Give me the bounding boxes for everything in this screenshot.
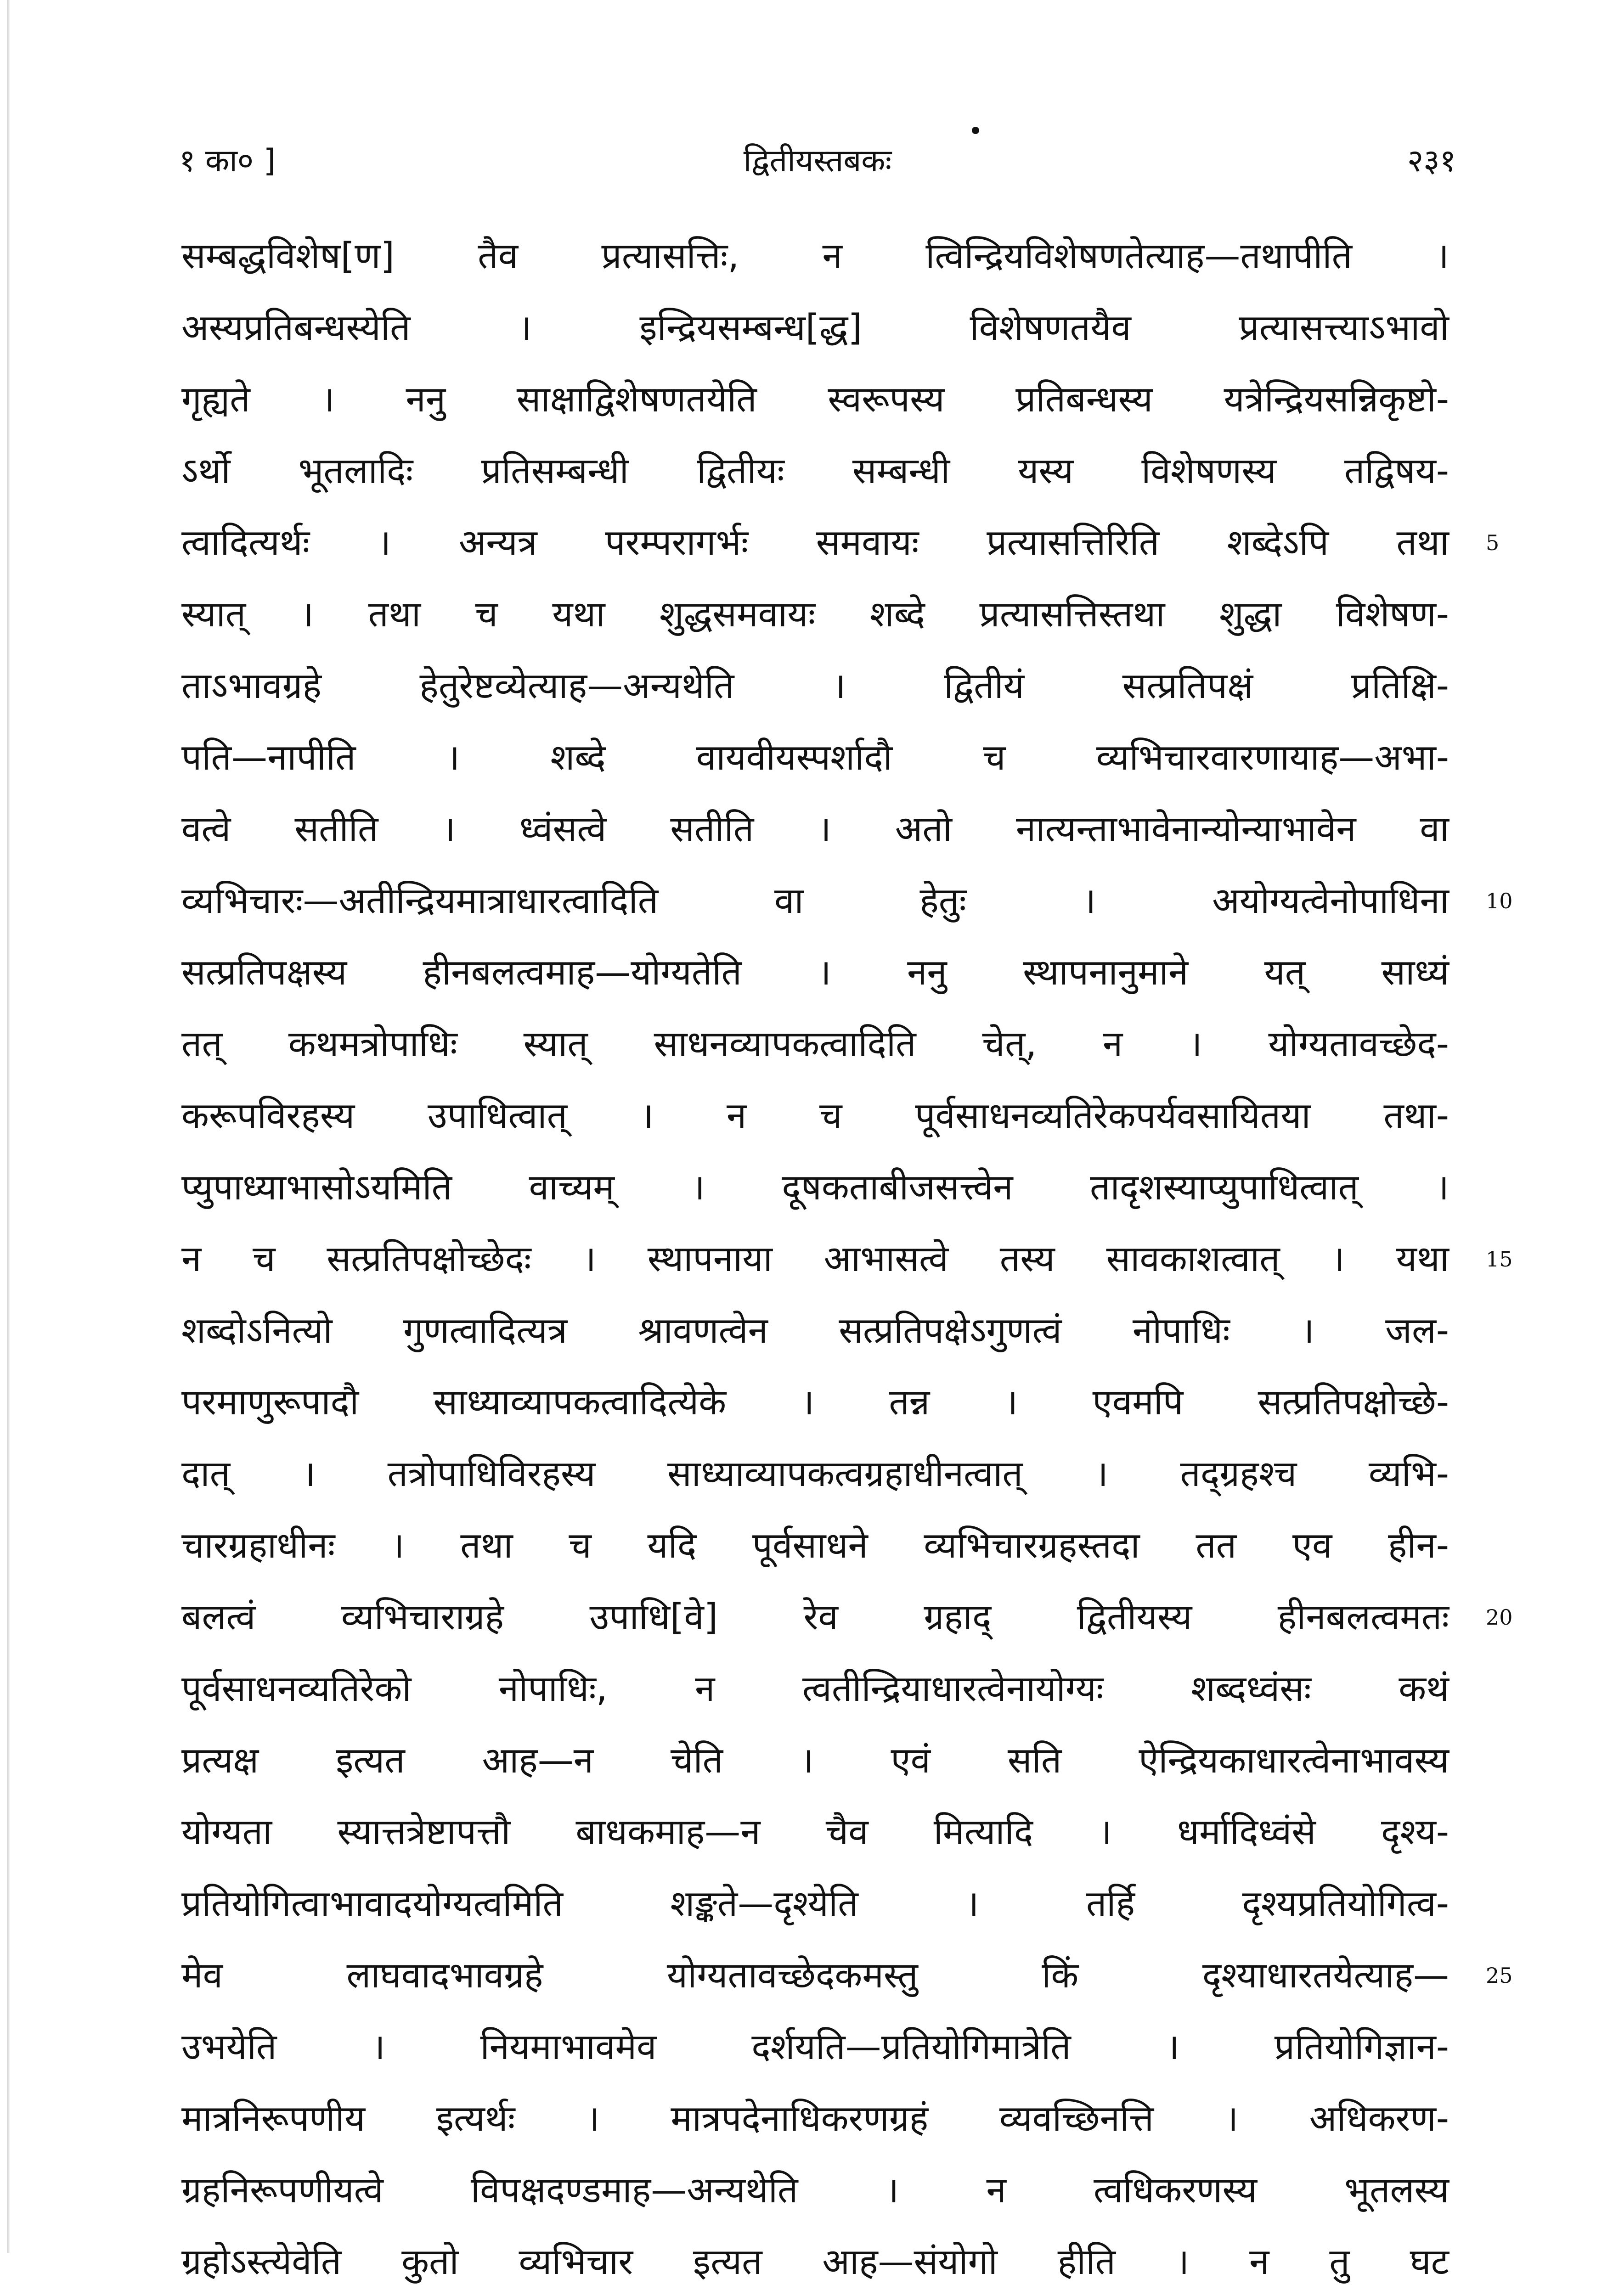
line-number: 10	[1486, 889, 1513, 913]
text-line: दात् । तत्रोपाधिविरहस्य साध्याव्यापकत्वग्रहाधीनत्वात् । तद्ग्रहश्च व्यभि-	[181, 1453, 1449, 1495]
text-line: गृह्यते । ननु साक्षाद्विशेषणतयेति स्वरूपस्य प्रतिबन्धस्य यत्रेन्द्रियसन्निकृष्टो-	[181, 379, 1449, 420]
text-line: परमाणुरूपादौ साध्याव्यापकत्वादित्येके । तन्न । एवमपि सत्प्रतिपक्षोच्छे-	[181, 1382, 1449, 1423]
text-line: चारग्रहाधीनः । तथा च यदि पूर्वसाधने व्यभिचारग्रहस्तदा तत एव हीन-	[181, 1525, 1449, 1566]
text-line: प्रत्यक्ष इत्यत आह—न चेति । एवं सति ऐन्द्रियकाधारत्वेनाभावस्य	[181, 1740, 1449, 1781]
text-line: वत्वे सतीति । ध्वंसत्वे सतीति । अतो नात्यन्ताभावेनान्योन्याभावेन वा	[181, 809, 1449, 850]
text-line: करूपविरहस्य उपाधित्वात् । न च पूर्वसाधनव्यतिरेकपर्यवसायितया तथा-	[181, 1095, 1449, 1137]
line-number: 5	[1486, 530, 1500, 555]
text-line: न च सत्प्रतिपक्षोच्छेदः । स्थापनाया आभासत्वे तस्य सावकाशत्वात् । यथा 15	[181, 1223, 1449, 1295]
text-line: योग्यता स्यात्तत्रेष्टापत्तौ बाधकमाह—न चैव मित्यादि । धर्मादिध्वंसे दृश्य-	[181, 1812, 1449, 1853]
text-line: सत्प्रतिपक्षस्य हीनबलत्वमाह—योग्यतेति । ननु स्थापनानुमाने यत् साध्यं	[181, 952, 1449, 993]
text-line: स्यात् । तथा च यथा शुद्धसमवायः शब्दे प्रत्यासत्तिस्तथा शुद्धा विशेषण-	[181, 594, 1449, 635]
text-line: बलत्वं व्यभिचाराग्रहे उपाधि[वे] रेव ग्रहाद् द्वितीयस्य हीनबलत्वमतः 20	[181, 1581, 1449, 1653]
text-line: उभयेति । नियमाभावमेव दर्शयति—प्रतियोगिमात्रेति । प्रतियोगिज्ञान-	[181, 2026, 1449, 2068]
text-line: ग्रहोऽस्त्येवेति कुतो व्यभिचार इत्यत आह—संयोगो हीति । न तु घट	[181, 2241, 1449, 2283]
line-number: 15	[1486, 1247, 1513, 1272]
running-header	[179, 138, 1456, 202]
text-line: ऽर्थो भूतलादिः प्रतिसम्बन्धी द्वितीयः सम्बन्धी यस्य विशेषणस्य तद्विषय-	[181, 450, 1449, 492]
text-line: मात्रनिरूपणीय इत्यर्थः । मात्रपदेनाधिकरणग्रहं व्यवच्छिनत्ति । अधिकरण-	[181, 2098, 1449, 2139]
text-line: प्रतियोगित्वाभावादयोग्यत्वमिति शङ्कते—दृश्येति । तर्हि दृश्यप्रतियोगित्व-	[181, 1883, 1449, 1925]
text-line: त्वादित्यर्थः । अन्यत्र परम्परागर्भः समवायः प्रत्यासत्तिरिति शब्देऽपि तथा 5	[181, 507, 1449, 579]
text-line: सम्बद्धविशेष[ण] तैव प्रत्यासत्तिः, न त्विन्द्रियविशेषणतेत्याह—तथापीति ।	[181, 236, 1449, 277]
page-edge	[7, 0, 10, 2253]
line-number: 20	[1486, 1605, 1513, 1630]
text-line: ताऽभावग्रहे हेतुरेष्टव्येत्याह—अन्यथेति । द्वितीयं सत्प्रतिपक्षं प्रतिक्षि-	[181, 665, 1449, 707]
chapter-marker: १ का० ]	[179, 143, 276, 179]
print-dot	[972, 127, 979, 134]
text-line: शब्दोऽनित्यो गुणत्वादित्यत्र श्रावणत्वेन सत्प्रतिपक्षेऽगुणत्वं नोपाधिः । जल-	[181, 1310, 1449, 1351]
text-line: प्युपाध्याभासोऽयमिति वाच्यम् । दूषकताबीजसत्त्वेन तादृशस्याप्युपाधित्वात् ।	[181, 1167, 1449, 1208]
line-number: 25	[1486, 1963, 1513, 1988]
page-number: २३१	[1407, 143, 1456, 179]
text-line: व्यभिचारः—अतीन्द्रियमात्राधारत्वादिति वा हेतुः । अयोग्यत्वेनोपाधिना 10	[181, 865, 1449, 937]
text-line: पति—नापीति । शब्दे वायवीयस्पर्शादौ च व्यभिचारवारणायाह—अभा-	[181, 737, 1449, 778]
text-line: पूर्वसाधनव्यतिरेको नोपाधिः, न त्वतीन्द्रियाधारत्वेनायोग्यः शब्दध्वंसः कथं	[181, 1668, 1449, 1710]
text-line: ग्रहनिरूपणीयत्वे विपक्षदण्डमाह—अन्यथेति । न त्वधिकरणस्य भूतलस्य	[181, 2170, 1449, 2211]
text-line: अस्यप्रतिबन्धस्येति । इन्द्रियसम्बन्ध[द्ध] विशेषणतयैव प्रत्यासत्त्याऽभावो	[181, 307, 1449, 349]
body-text	[181, 220, 1513, 2296]
text-line: तत् कथमत्रोपाधिः स्यात् साधनव्यापकत्वादिति चेत्, न । योग्यतावच्छेद-	[181, 1024, 1449, 1065]
text-line: मेव लाघवादभावग्रहे योग्यतावच्छेदकमस्तु किं दृश्याधारतयेत्याह— 25	[181, 1940, 1449, 2011]
page-title: द्वितीयस्तबकः	[743, 143, 892, 179]
